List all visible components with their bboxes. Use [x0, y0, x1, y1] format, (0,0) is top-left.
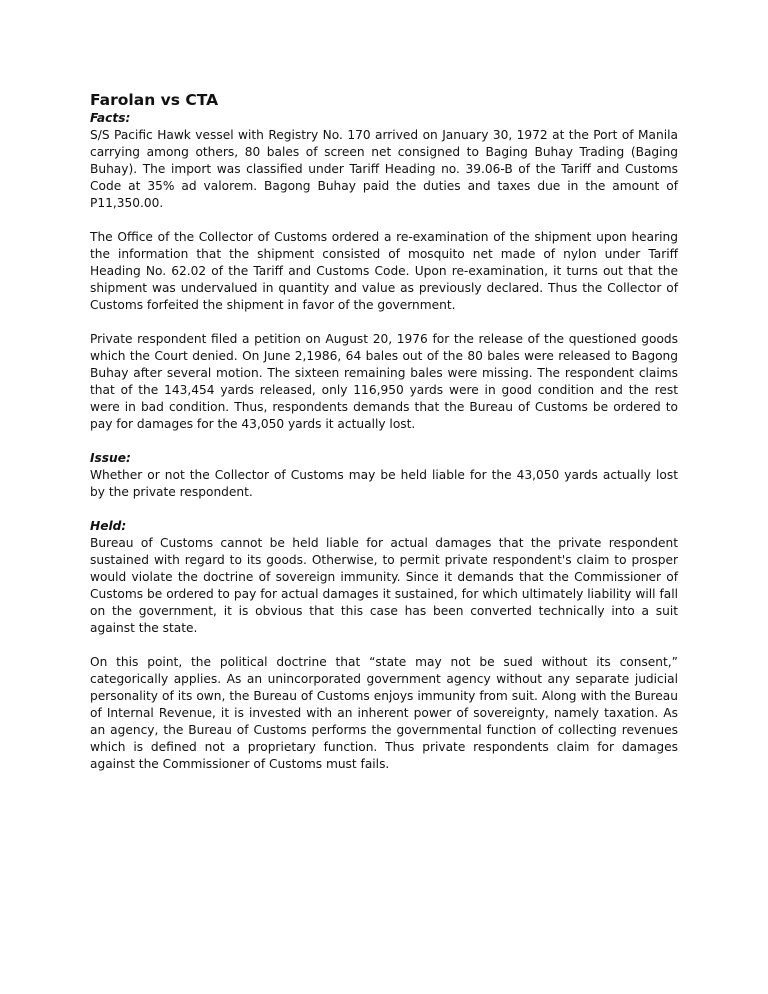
facts-paragraph-2: The Office of the Collector of Customs ordered a re-examination of the shipment upon hearing the information that the shipment consisted of mosquito net made of nylon under Tariff Heading No. 62.02 of the Tariff and Customs Code. Upon re-examination, it turns out that the shipment was undervalued in quantity and value as previously declared. Thus the Collector of Customs forfeited the shipment in favor of the government. — [90, 230, 678, 312]
issue-heading: Issue: — [90, 451, 131, 465]
facts-paragraph-1: S/S Pacific Hawk vessel with Registry No. 170 arrived on January 30, 1972 at the Port of Manila carrying among others, 80 bales of screen net consigned to Baging Buhay Trading (Baging Buhay). The import was classified under Tariff Heading no. 39.06-B of the Tariff and Customs Code at 35% ad valorem. Bagong Buhay paid the duties and taxes due in the amount of P11,350.00. — [90, 128, 678, 210]
held-paragraph-2: On this point, the political doctrine that “state may not be sued without its consent,” categorically applies. As an unincorporated government agency without any separate judicial personality of its own, the Bureau of Customs enjoys immunity from suit. Along with the Bureau of Internal Revenue, it is invested with an inherent power of sovereignty, namely taxation. As an agency, the Bureau of Customs performs the governmental function of collecting revenues which is defined not a proprietary function. Thus private respondents claim for damages against the Commissioner of Customs must fails. — [90, 655, 678, 771]
document-page — [90, 90, 678, 773]
held-heading: Held: — [90, 519, 127, 533]
held-paragraph-1: Bureau of Customs cannot be held liable for actual damages that the private respondent sustained with regard to its goods. Otherwise, to permit private respondent's claim to prosper would violate the doctrine of sovereign immunity. Since it demands that the Commissioner of Customs be ordered to pay for actual damages it sustained, for which ultimately liability will fall on the government, it is obvious that this case has been converted technically into a suit against the state. — [90, 536, 678, 635]
document-title: Farolan vs CTA — [90, 91, 219, 109]
facts-paragraph-3: Private respondent filed a petition on August 20, 1976 for the release of the questioned goods which the Court denied. On June 2,1986, 64 bales out of the 80 bales were released to Bagong Buhay after several motion. The sixteen remaining bales were missing. The respondent claims that of the 143,454 yards released, only 116,950 yards were in good condition and the rest were in bad condition. Thus, respondents demands that the Bureau of Customs be ordered to pay for damages for the 43,050 yards it actually lost. — [90, 332, 678, 431]
issue-paragraph: Whether or not the Collector of Customs may be held liable for the 43,050 yards actually lost by the private respondent. — [90, 468, 678, 499]
facts-heading: Facts: — [90, 111, 131, 125]
